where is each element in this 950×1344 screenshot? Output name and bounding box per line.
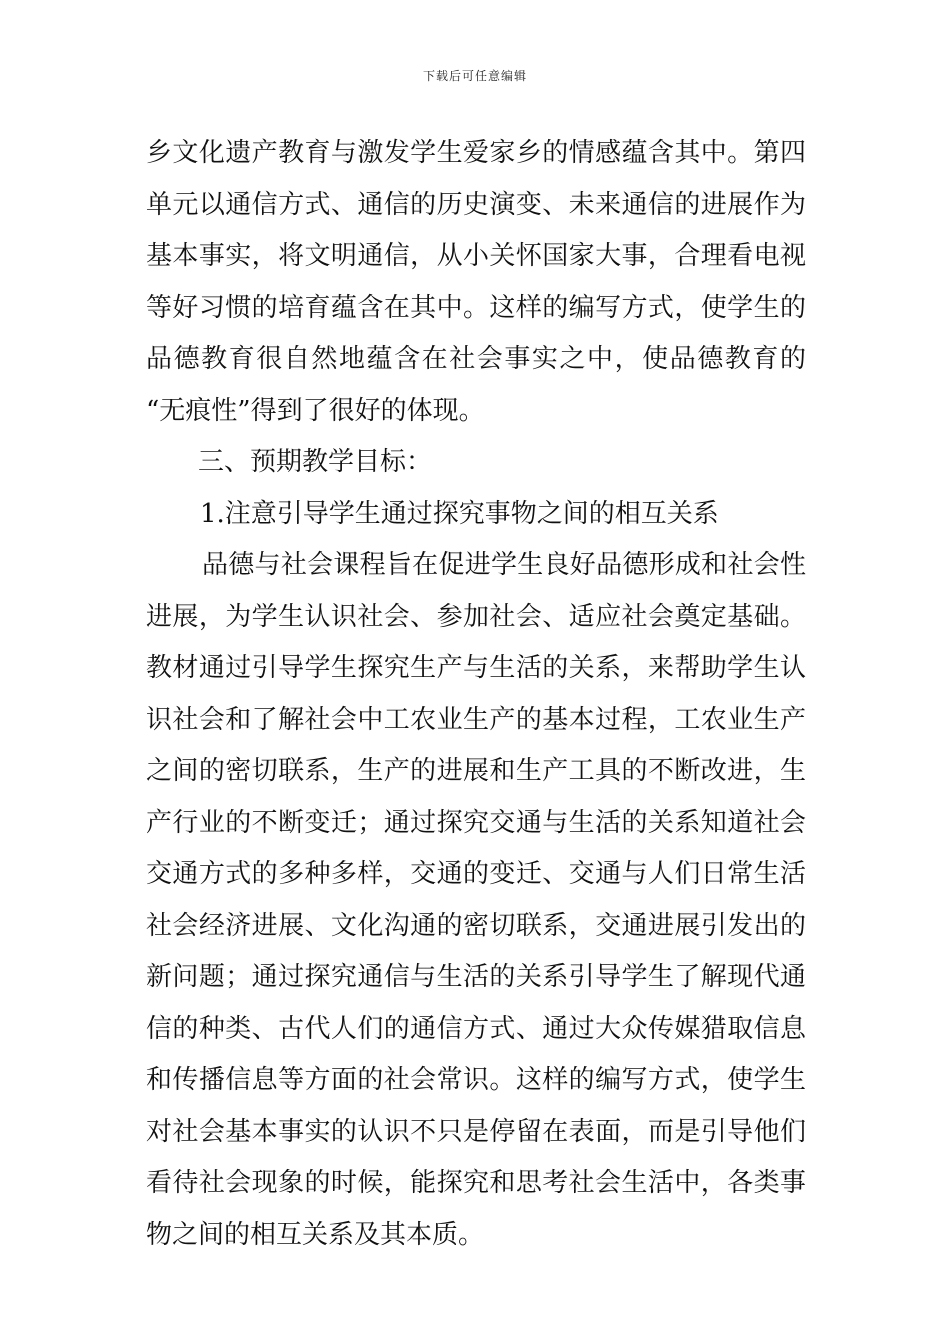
paragraph-line: 品德教育很自然地蕴含在社会事实之中，使品德教育的 (146, 344, 806, 374)
paragraph-line: 乡文化遗产教育与激发学生爱家乡的情感蕴含其中。第四 (146, 138, 806, 168)
paragraph-line: 产行业的不断变迁；通过探究交通与生活的关系知道社会 (146, 807, 806, 838)
paragraph-line: 品德与社会课程旨在促进学生良好品德形成和社会性 (202, 550, 806, 580)
paragraph-line: 之间的密切联系，生产的进展和生产工具的不断改进，生 (146, 756, 806, 786)
paragraph-line: 信的种类、古代人们的通信方式、通过大众传媒猎取信息 (146, 1013, 806, 1044)
paragraph-line: 看待社会现象的时候，能探究和思考社会生活中，各类事 (146, 1168, 806, 1198)
subsection-heading: 1.注意引导学生通过探究事物之间的相互关系 (200, 498, 719, 529)
paragraph-line: 交通方式的多种多样，交通的变迁、交通与人们日常生活 (146, 859, 806, 889)
paragraph-line: 社会经济进展、文化沟通的密切联系，交通进展引发出的 (146, 910, 806, 941)
paragraph-line: 新问题；通过探究通信与生活的关系引导学生了解现代通 (146, 962, 806, 992)
paragraph-line: 和传播信息等方面的社会常识。这样的编写方式，使学生 (146, 1065, 806, 1095)
paragraph-line: 进展，为学生认识社会、参加社会、适应社会奠定基础。 (146, 601, 806, 632)
paragraph-line: 教材通过引导学生探究生产与生活的关系，来帮助学生认 (146, 653, 806, 683)
body-text (146, 128, 806, 1261)
paragraph-line: “无痕性”得到了很好的体现。 (146, 395, 485, 426)
paragraph-line: 对社会基本事实的认识不只是停留在表面，而是引导他们 (146, 1116, 806, 1147)
paragraph-line: 基本事实，将文明通信，从小关怀国家大事，合理看电视 (146, 241, 806, 271)
paragraph-line: 物之间的相互关系及其本质。 (146, 1219, 485, 1250)
page-header: 下载后可任意编辑 (422, 69, 527, 83)
section-heading: 三、预期教学目标： (198, 447, 433, 477)
paragraph-line: 等好习惯的培育蕴含在其中。这样的编写方式，使学生的 (146, 292, 806, 323)
paragraph-line: 单元以通信方式、通信的历史演变、未来通信的进展作为 (146, 189, 806, 220)
paragraph-line: 识社会和了解社会中工农业生产的基本过程，工农业生产 (146, 704, 806, 735)
